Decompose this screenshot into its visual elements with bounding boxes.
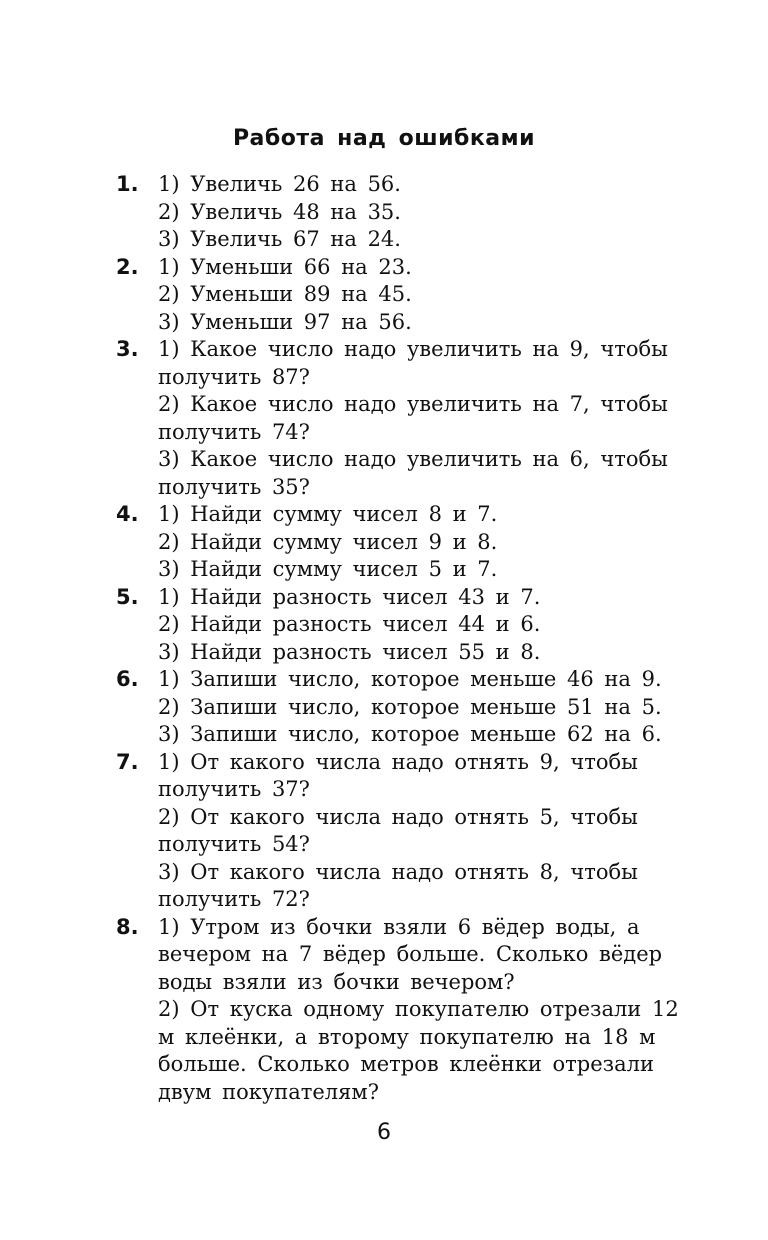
task-item: 2) Найди разность чисел 44 и 6. xyxy=(158,612,541,636)
task-item: 3) Какое число надо увеличить на 6, чтобы получить 35? xyxy=(158,447,668,499)
task-number: 3. xyxy=(116,337,139,361)
task-item: 3) Увеличь 67 на 24. xyxy=(158,227,401,251)
task-item: 1) Увеличь 26 на 56. xyxy=(158,172,401,196)
task-3 xyxy=(116,336,686,501)
task-item: 3) Уменьши 97 на 56. xyxy=(158,309,412,334)
task-item: 3) Найди разность чисел 55 и 8. xyxy=(158,639,541,664)
task-number: 4. xyxy=(116,502,139,526)
task-7 xyxy=(116,749,686,914)
task-item: 1) От какого числа надо отнять 9, чтобы получить 37? xyxy=(158,749,638,801)
task-item: 2) От какого числа надо отнять 5, чтобы получить 54? xyxy=(158,804,638,856)
task-item: 1) Найди сумму чисел 8 и 7. xyxy=(158,502,498,526)
task-item: 2) Какое число надо увеличить на 7, чтобы получить 74? xyxy=(158,392,668,444)
task-item: 2) Уменьши 89 на 45. xyxy=(158,282,412,306)
task-number: 8. xyxy=(116,914,139,939)
task-item: 1) Запиши число, которое меньше 46 на 9. xyxy=(158,667,662,691)
task-1 xyxy=(116,171,686,254)
task-item: 2) Запиши число, которое меньше 51 на 5. xyxy=(158,694,662,719)
task-item: 3) Найди сумму чисел 5 и 7. xyxy=(158,557,498,581)
task-4 xyxy=(116,501,686,584)
task-number: 2. xyxy=(116,254,139,279)
task-5 xyxy=(116,584,686,667)
task-item: 1) Найди разность чисел 43 и 7. xyxy=(158,584,541,609)
task-8 xyxy=(116,914,686,1107)
task-item: 2) От куска одному покупателю отрезали 12 м клеёнки, а второму покупателю на 18 м больше. Сколько метров клеёнки отрезали двум покупателям? xyxy=(158,997,679,1104)
task-list xyxy=(116,171,686,1106)
task-item: 3) Запиши число, которое меньше 62 на 6. xyxy=(158,722,662,746)
task-2 xyxy=(116,254,686,337)
task-number: 6. xyxy=(116,667,139,691)
page-title: Работа над ошибками xyxy=(232,126,536,151)
task-item: 3) От какого числа надо отнять 8, чтобы получить 72? xyxy=(158,859,638,911)
task-item: 1) Утром из бочки взяли 6 вёдер воды, а вечером на 7 вёдер больше. Сколько вёдер воды взяли из бочки вечером? xyxy=(158,914,663,994)
task-6 xyxy=(116,666,686,749)
task-item: 2) Найди сумму чисел 9 и 8. xyxy=(158,529,498,554)
page-number: 6 xyxy=(377,1120,391,1145)
task-item: 1) Уменьши 66 на 23. xyxy=(158,254,412,279)
task-number: 1. xyxy=(116,172,139,196)
task-item: 2) Увеличь 48 на 35. xyxy=(158,199,401,224)
task-item: 1) Какое число надо увеличить на 9, чтобы получить 87? xyxy=(158,337,668,389)
task-number: 5. xyxy=(116,584,139,609)
task-number: 7. xyxy=(116,749,139,774)
